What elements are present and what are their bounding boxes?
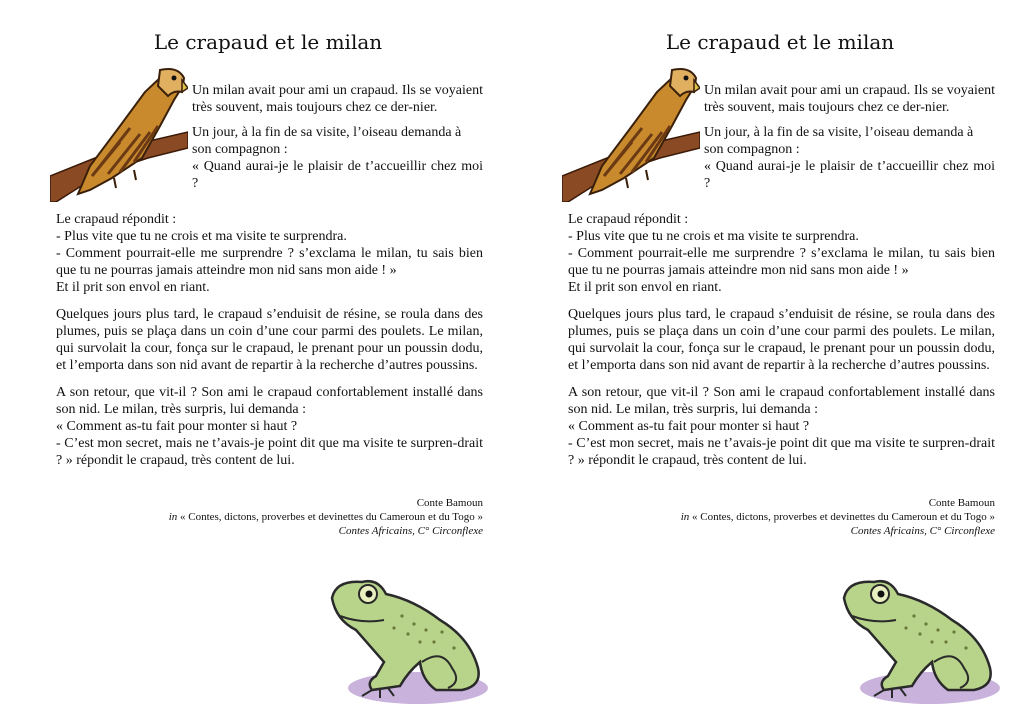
- text-line: Un jour, à la fin de sa visite, l’oiseau demanda à son compagnon :: [192, 125, 462, 157]
- text-line: Un jour, à la fin de sa visite, l’oiseau demanda à son compagnon :: [704, 125, 974, 157]
- dialog-paragraph: [56, 211, 483, 296]
- credit-publisher: Contes Africains, C° Circonflexe: [850, 525, 995, 537]
- credit-book: « Contes, dictons, proverbes et devinettes du Cameroun et du Togo »: [692, 511, 995, 523]
- frog-illustration-icon: [834, 576, 1000, 708]
- intro-question: [192, 124, 483, 192]
- credit-book: « Contes, dictons, proverbes et devinettes du Cameroun et du Togo »: [180, 511, 483, 523]
- credit-book-line: [568, 510, 995, 524]
- intro-text: [704, 82, 995, 200]
- text-line: Et il prit son envol en riant.: [568, 280, 722, 295]
- intro-paragraph: Un milan avait pour ami un crapaud. Ils se voyaient très souvent, mais toujours chez ce der-nier.: [704, 83, 995, 115]
- story-body: [56, 211, 483, 479]
- text-line: « Comment as-tu fait pour monter si haut ?: [568, 419, 810, 434]
- page-title: Le crapaud et le milan: [153, 30, 383, 54]
- text-line: A son retour, que vit-il ? Son ami le crapaud confortablement installé dans son nid. Le milan, très surpris, lui demanda :: [56, 385, 483, 417]
- text-line: A son retour, que vit-il ? Son ami le crapaud confortablement installé dans son nid. Le milan, très surpris, lui demanda :: [568, 385, 995, 417]
- credit-in-word: in: [168, 511, 178, 523]
- source-credit: [568, 496, 995, 538]
- text-line: - C’est mon secret, mais ne t’avais-je point dit que ma visite te surpren-drait ? » répondit le crapaud, très content de lui.: [56, 436, 483, 468]
- dialog-paragraph: [568, 211, 995, 296]
- text-line: « Comment as-tu fait pour monter si haut ?: [56, 419, 298, 434]
- text-line: - Comment pourrait-elle me surprendre ? s’exclama le milan, tu sais bien que tu ne pourras jamais atteindre mon nid sans mon aide ! »: [568, 246, 995, 278]
- credit-in-word: in: [680, 511, 690, 523]
- page-title: Le crapaud et le milan: [665, 30, 895, 54]
- text-line: - C’est mon secret, mais ne t’avais-je point dit que ma visite te surpren-drait ? » répondit le crapaud, très content de lui.: [568, 436, 995, 468]
- text-line: Et il prit son envol en riant.: [56, 280, 210, 295]
- text-line: « Quand aurai-je le plaisir de t’accueillir chez moi ?: [704, 159, 995, 191]
- credit-origin: Conte Bamoun: [928, 497, 995, 509]
- story-body: [568, 211, 995, 479]
- kite-bird-illustration-icon: [50, 66, 188, 202]
- ending-paragraph: [568, 384, 995, 469]
- credit-publisher: Contes Africains, C° Circonflexe: [338, 525, 483, 537]
- credit-origin: Conte Bamoun: [416, 497, 483, 509]
- story-paragraph: Quelques jours plus tard, le crapaud s’enduisit de résine, se roula dans des plumes, puis se plaça dans un coin d’une cour parmi des poulets. Le milan, qui survolait la cour, fonça sur le crapaud, le prenant pour un poussin dodu, et l’emporta dans son nid avant de repartir à la recherche d’autres poussins.: [568, 307, 995, 373]
- frog-illustration-icon: [322, 576, 488, 708]
- credit-book-line: [56, 510, 483, 524]
- text-line: Le crapaud répondit :: [568, 212, 689, 227]
- text-line: Le crapaud répondit :: [56, 212, 177, 227]
- text-line: - Plus vite que tu ne crois et ma visite te surprendra.: [56, 229, 347, 244]
- text-line: - Comment pourrait-elle me surprendre ? s’exclama le milan, tu sais bien que tu ne pourras jamais atteindre mon nid sans mon aide ! »: [56, 246, 483, 278]
- intro-paragraph: Un milan avait pour ami un crapaud. Ils se voyaient très souvent, mais toujours chez ce der-nier.: [192, 83, 483, 115]
- text-line: - Plus vite que tu ne crois et ma visite te surprendra.: [568, 229, 859, 244]
- page-right: [512, 0, 1024, 724]
- intro-question: [704, 124, 995, 192]
- source-credit: [56, 496, 483, 538]
- text-line: « Quand aurai-je le plaisir de t’accueillir chez moi ?: [192, 159, 483, 191]
- story-paragraph: Quelques jours plus tard, le crapaud s’enduisit de résine, se roula dans des plumes, puis se plaça dans un coin d’une cour parmi des poulets. Le milan, qui survolait la cour, fonça sur le crapaud, le prenant pour un poussin dodu, et l’emporta dans son nid avant de repartir à la recherche d’autres poussins.: [56, 307, 483, 373]
- kite-bird-illustration-icon: [562, 66, 700, 202]
- intro-text: [192, 82, 483, 200]
- ending-paragraph: [56, 384, 483, 469]
